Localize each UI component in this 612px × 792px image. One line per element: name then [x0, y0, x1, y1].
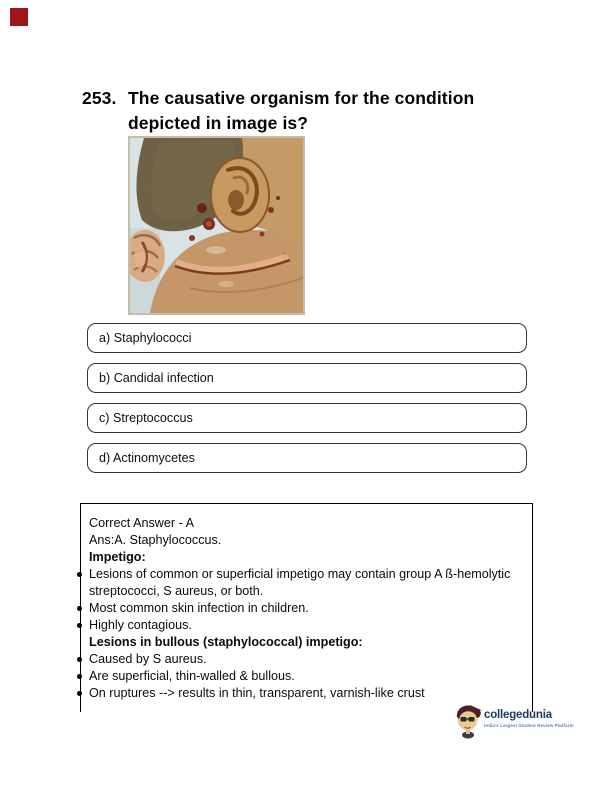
bullet-item: Lesions of common or superficial impetigo may contain group A ß-hemolytic streptococci, S aureus, or both.	[89, 566, 524, 600]
brand-text	[484, 709, 574, 728]
brand-wordmark: collegedunia	[484, 709, 552, 721]
option-a-label: a) Staphylococci	[99, 331, 192, 345]
answer-line: Ans:A. Staphylococcus.	[89, 533, 222, 547]
impetigo-heading: Impetigo:	[89, 550, 146, 564]
answer-explanation-box	[80, 503, 533, 712]
option-c-label: c) Streptococcus	[99, 411, 193, 425]
option-a[interactable]	[87, 323, 527, 353]
bullet-item: Most common skin infection in children.	[89, 600, 524, 617]
question-block	[82, 86, 534, 136]
clinical-photo	[128, 136, 305, 315]
option-b-label: b) Candidal infection	[99, 371, 214, 385]
collegedunia-logo[interactable]	[455, 704, 574, 739]
option-b[interactable]	[87, 363, 527, 393]
red-corner-marker	[10, 8, 28, 26]
bullet-item: On ruptures --> results in thin, transparent, varnish-like crust	[89, 685, 524, 702]
correct-answer-line: Correct Answer - A	[89, 516, 194, 530]
infant-neck-photo-graphic	[130, 138, 303, 313]
brand-tagline: India's Largest Student Review Platform	[484, 722, 574, 728]
option-d[interactable]	[87, 443, 527, 473]
option-c[interactable]	[87, 403, 527, 433]
bullet-item: Caused by S aureus.	[89, 651, 524, 668]
question-text: The causative organism for the condition depicted in image is?	[128, 88, 475, 133]
collegedunia-mascot-icon	[455, 704, 482, 739]
option-d-label: d) Actinomycetes	[99, 451, 195, 465]
bullet-item: Are superficial, thin-walled & bullous.	[89, 668, 524, 685]
bullous-heading: Lesions in bullous (staphylococcal) impetigo:	[89, 635, 363, 649]
question-number: 253.	[82, 88, 117, 108]
bullet-item: Highly contagious.	[89, 617, 524, 634]
